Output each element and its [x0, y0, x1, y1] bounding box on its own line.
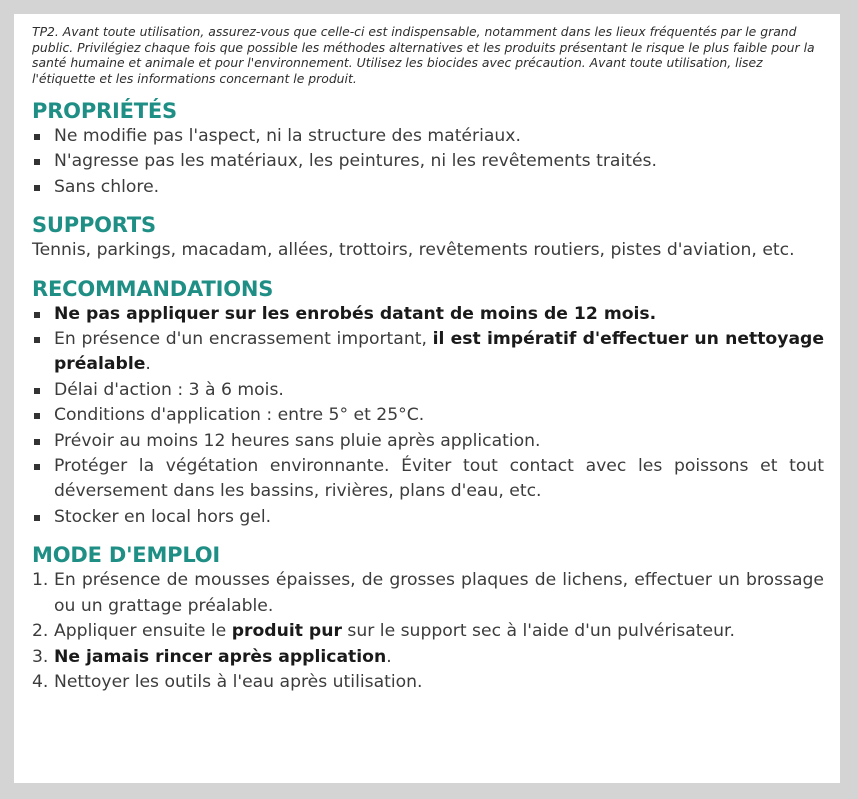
- list-item: 3. Ne jamais rincer après application.: [32, 646, 392, 667]
- list-item: En présence d'un encrassement important, il est impératif d'effectuer un nettoyage préalable.: [32, 327, 824, 378]
- proprietes-list: [32, 124, 824, 200]
- list-item: Délai d'action : 3 à 6 mois.: [32, 378, 824, 403]
- bullet-icon: [34, 515, 40, 521]
- bullet-icon: [34, 439, 40, 445]
- list-item: Sans chlore.: [32, 175, 824, 200]
- bullet-icon: [34, 134, 40, 140]
- bullet-icon: [34, 185, 40, 191]
- bullet-icon: [34, 413, 40, 419]
- list-item: 1. En présence de mousses épaisses, de grosses plaques de lichens, effectuer un brossage ou un grattage préalable.: [32, 570, 824, 616]
- recommandations-list: [32, 302, 824, 531]
- section-proprietes: [32, 98, 824, 200]
- mode-emploi-list: [32, 568, 824, 695]
- section-title-mode-emploi: MODE D'EMPLOI: [32, 543, 221, 568]
- list-item: Ne modifie pas l'aspect, ni la structure des matériaux.: [32, 124, 824, 149]
- biocide-disclaimer: TP2. Avant toute utilisation, assurez-vous que celle-ci est indispensable, notamment dans les lieux fréquentés par le grand public. Privilégiez chaque fois que possible les méthodes alternatives et les produits présentant le risque le plus faible pour la santé humaine et animale et pour l'environnement. Utilisez les biocides avec précaution. Avant toute utilisation, lisez l'étiquette et les informations concernant le produit.: [32, 24, 815, 86]
- section-title-recommandations: RECOMMANDATIONS: [32, 276, 274, 301]
- section-recommandations: [32, 276, 824, 531]
- section-mode-emploi: [32, 542, 824, 695]
- list-item: Protéger la végétation environnante. Éviter tout contact avec les poissons et tout déversement dans les bassins, rivières, plans d'eau, etc.: [32, 454, 824, 505]
- list-item: Conditions d'application : entre 5° et 25°C.: [32, 403, 824, 428]
- supports-text: Tennis, parkings, macadam, allées, trottoirs, revêtements routiers, pistes d'aviation, etc.: [32, 240, 795, 261]
- section-title-supports: SUPPORTS: [32, 213, 156, 238]
- bullet-icon: [34, 159, 40, 165]
- list-item: Ne pas appliquer sur les enrobés datant de moins de 12 mois.: [32, 302, 824, 327]
- list-item: 4. Nettoyer les outils à l'eau après utilisation.: [32, 671, 423, 692]
- product-info-card: [14, 14, 840, 783]
- section-title-proprietes: PROPRIÉTÉS: [32, 99, 177, 123]
- list-item: Stocker en local hors gel.: [32, 505, 824, 530]
- bullet-icon: [34, 464, 40, 470]
- bullet-icon: [34, 337, 40, 343]
- list-item: 2. Appliquer ensuite le produit pur sur le support sec à l'aide d'un pulvérisateur.: [32, 621, 735, 642]
- bullet-icon: [34, 388, 40, 394]
- bullet-icon: [34, 312, 40, 318]
- section-supports: [32, 212, 824, 263]
- list-item: Prévoir au moins 12 heures sans pluie après application.: [32, 429, 824, 454]
- list-item: N'agresse pas les matériaux, les peintures, ni les revêtements traités.: [32, 149, 824, 174]
